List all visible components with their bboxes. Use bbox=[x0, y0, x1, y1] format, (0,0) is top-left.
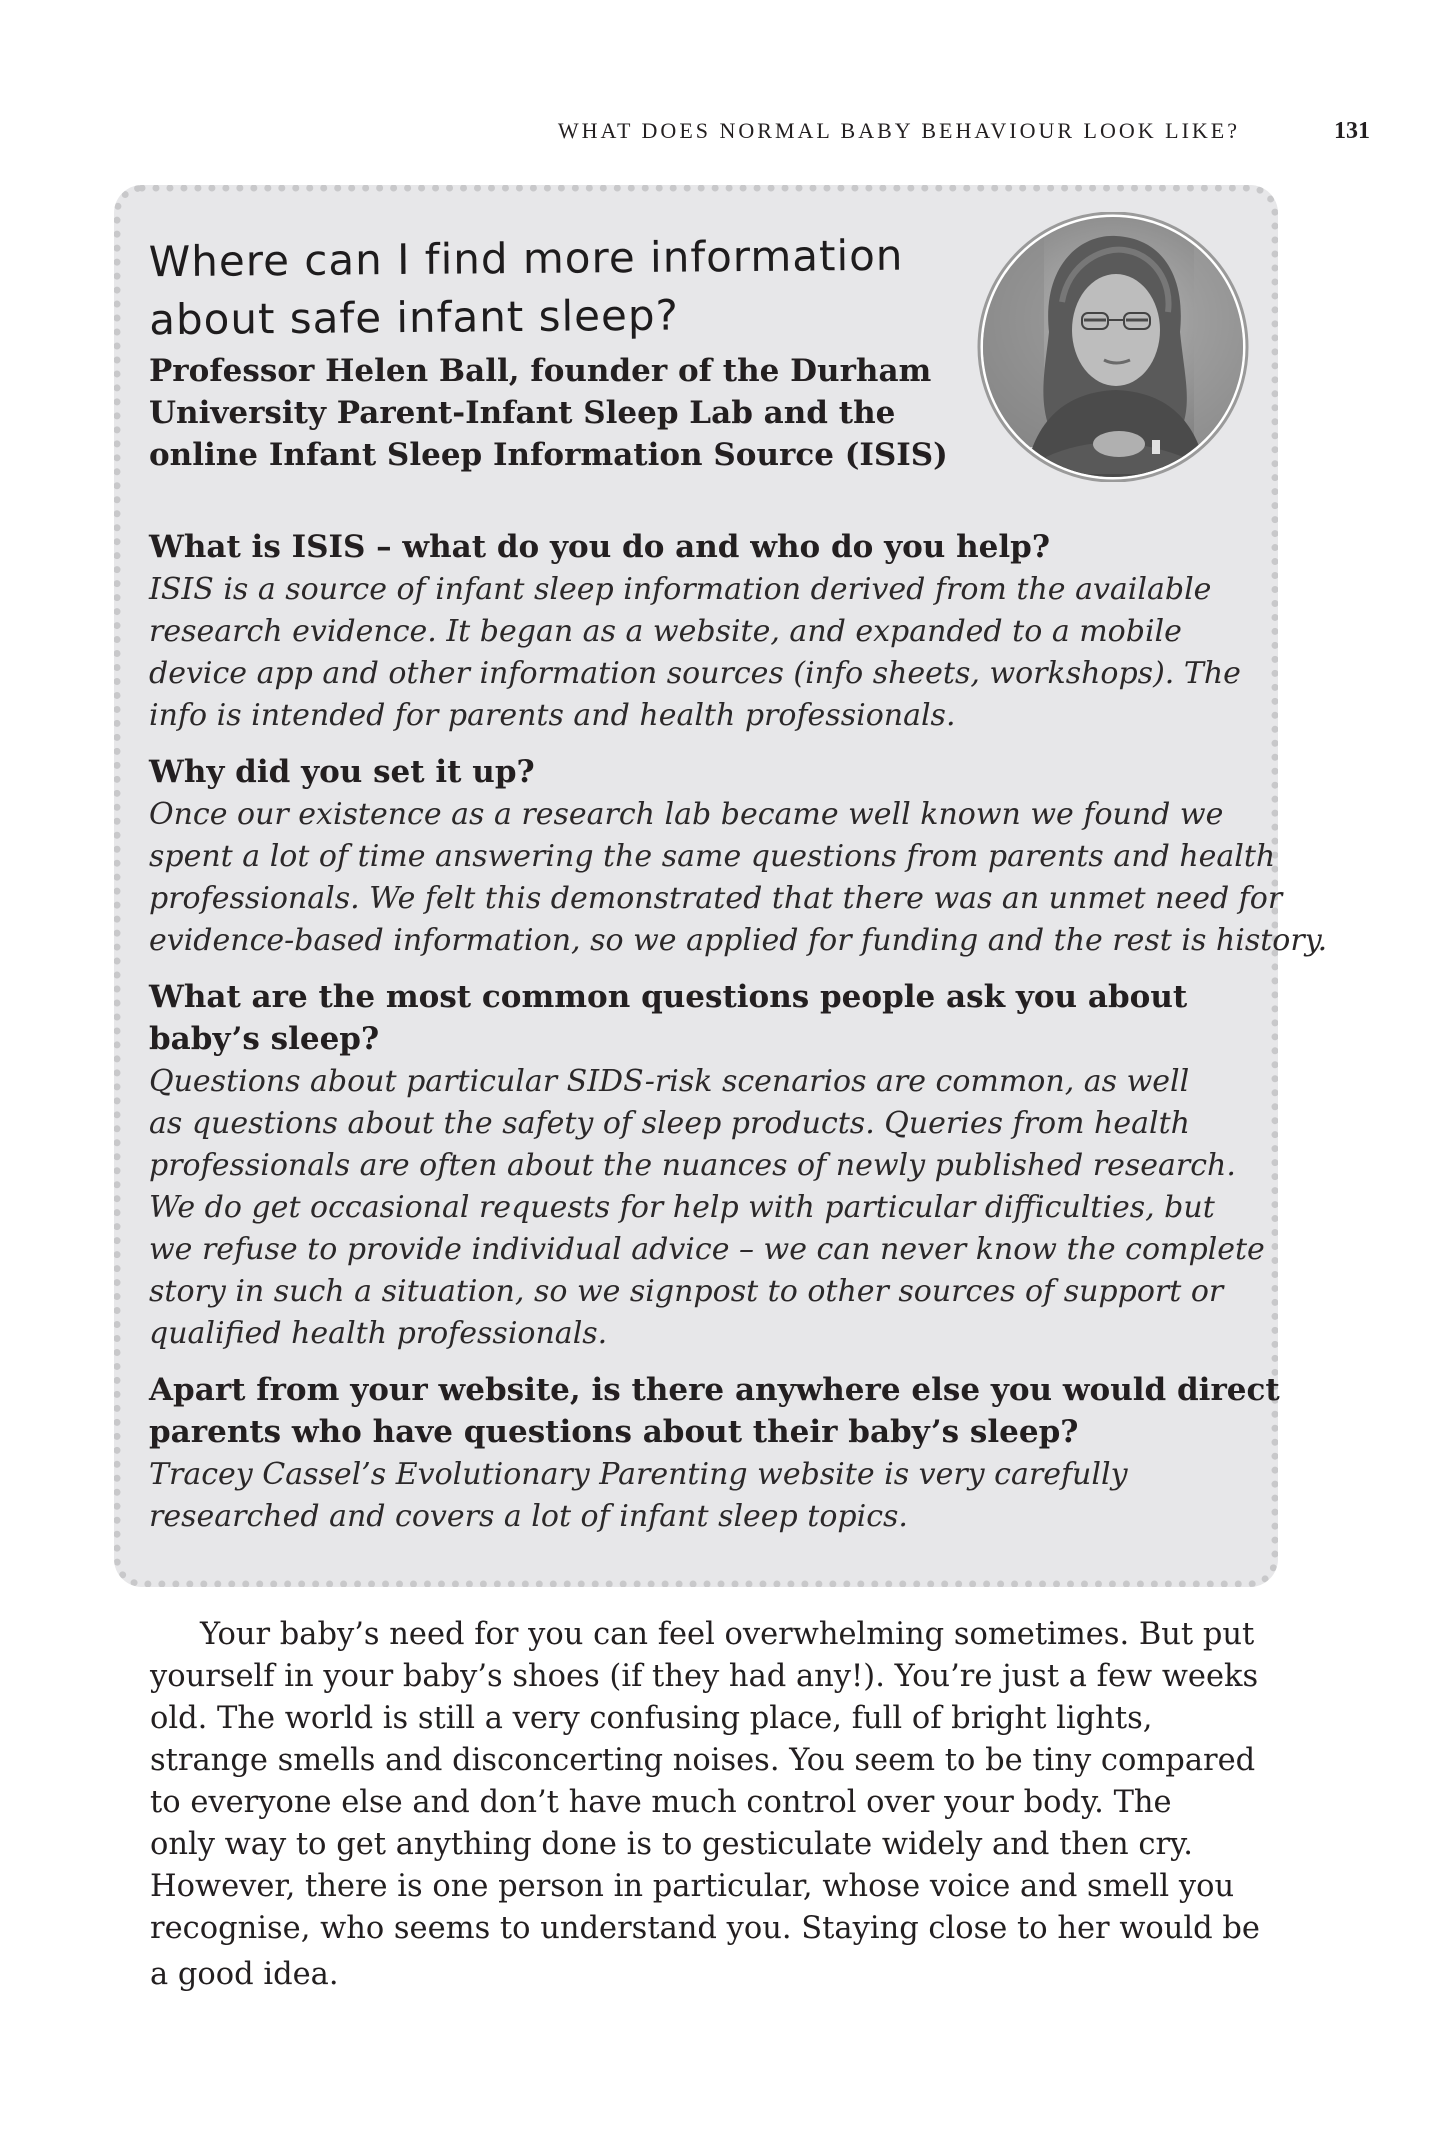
body-line: only way to get anything done is to gesticulate widely and then cry. bbox=[150, 1827, 1193, 1862]
question bbox=[149, 976, 1259, 1060]
body-line: strange smells and disconcerting noises. You seem to be tiny compared bbox=[150, 1743, 1256, 1778]
body-line: yourself in your baby’s shoes (if they had any!). You’re just a few weeks bbox=[150, 1659, 1259, 1694]
answer-line: spent a lot of time answering the same questions from parents and health bbox=[149, 839, 1276, 874]
page-number: 131 bbox=[1334, 118, 1370, 144]
answer-line: we refuse to provide individual advice – we can never know the complete bbox=[149, 1232, 1265, 1267]
answer-line: story in such a situation, so we signpost to other sources of support or bbox=[149, 1274, 1224, 1309]
answer bbox=[149, 1061, 1265, 1355]
body-line: old. The world is still a very confusing place, full of bright lights, bbox=[150, 1701, 1153, 1736]
body-line: Your baby’s need for you can feel overwhelming sometimes. But put bbox=[200, 1617, 1255, 1652]
body-line: a good idea. bbox=[150, 1957, 339, 1992]
answer-line: researched and covers a lot of infant sleep topics. bbox=[149, 1499, 908, 1534]
answer-line: as questions about the safety of sleep products. Queries from health bbox=[149, 1106, 1190, 1141]
answer-line: qualified health professionals. bbox=[149, 1316, 608, 1351]
answer-line: Tracey Cassel’s Evolutionary Parenting website is very carefully bbox=[149, 1457, 1128, 1492]
answer-line: device app and other information sources (info sheets, workshops). The bbox=[149, 656, 1241, 691]
sidebar-title-line: about safe infant sleep? bbox=[149, 290, 680, 345]
portrait-photo bbox=[954, 212, 1272, 482]
answer bbox=[149, 569, 1259, 737]
question bbox=[149, 751, 1259, 793]
qa-item bbox=[149, 526, 1259, 737]
question bbox=[149, 1369, 1280, 1453]
answer-line: research evidence. It began as a website, and expanded to a mobile bbox=[149, 614, 1182, 649]
answer bbox=[149, 794, 1328, 962]
question-line: baby’s sleep? bbox=[149, 1021, 380, 1057]
answer-line: info is intended for parents and health professionals. bbox=[149, 698, 956, 733]
body-line: However, there is one person in particular, whose voice and smell you bbox=[150, 1869, 1235, 1904]
answer-line: professionals. We felt this demonstrated that there was an unmet need for bbox=[149, 881, 1283, 916]
question-line: Why did you set it up? bbox=[149, 754, 535, 790]
body-line: to everyone else and don’t have much control over your body. The bbox=[150, 1785, 1172, 1820]
answer-line: We do get occasional requests for help with particular difficulties, but bbox=[149, 1190, 1215, 1225]
qa-item bbox=[149, 1369, 1280, 1538]
question-line: Apart from your website, is there anywhere else you would direct bbox=[149, 1372, 1280, 1408]
answer-line: evidence-based information, so we applied for funding and the rest is history. bbox=[149, 923, 1328, 958]
body-paragraph bbox=[150, 1614, 1280, 1996]
interviewee-line: University Parent-Infant Sleep Lab and the bbox=[149, 395, 896, 431]
running-head: WHAT DOES NORMAL BABY BEHAVIOUR LOOK LIKE? bbox=[557, 118, 1240, 143]
body-line: recognise, who seems to understand you. Staying close to her would be bbox=[150, 1911, 1260, 1946]
question-line: What are the most common questions people ask you about bbox=[149, 979, 1188, 1015]
interviewee-line: online Infant Sleep Information Source (ISIS) bbox=[149, 437, 948, 473]
question-line: What is ISIS – what do you do and who do you help? bbox=[149, 529, 1050, 565]
answer-line: professionals are often about the nuances of newly published research. bbox=[149, 1148, 1236, 1183]
sidebar-title-line: Where can I find more information bbox=[148, 230, 904, 287]
qa-item bbox=[149, 751, 1328, 962]
question-line: parents who have questions about their baby’s sleep? bbox=[149, 1414, 1079, 1450]
answer-line: Questions about particular SIDS-risk scenarios are common, as well bbox=[149, 1064, 1190, 1099]
qa-list bbox=[149, 526, 1328, 1552]
answer-line: ISIS is a source of infant sleep information derived from the available bbox=[149, 572, 1212, 607]
answer bbox=[149, 1454, 1259, 1538]
sidebar-title bbox=[148, 227, 904, 349]
interviewee-line: Professor Helen Ball, founder of the Durham bbox=[149, 353, 932, 389]
qa-item bbox=[149, 976, 1265, 1355]
question bbox=[149, 526, 1259, 568]
interview-sidebar-box bbox=[114, 185, 1328, 1587]
interviewee-credit bbox=[149, 350, 948, 476]
answer-line: Once our existence as a research lab became well known we found we bbox=[149, 797, 1224, 832]
